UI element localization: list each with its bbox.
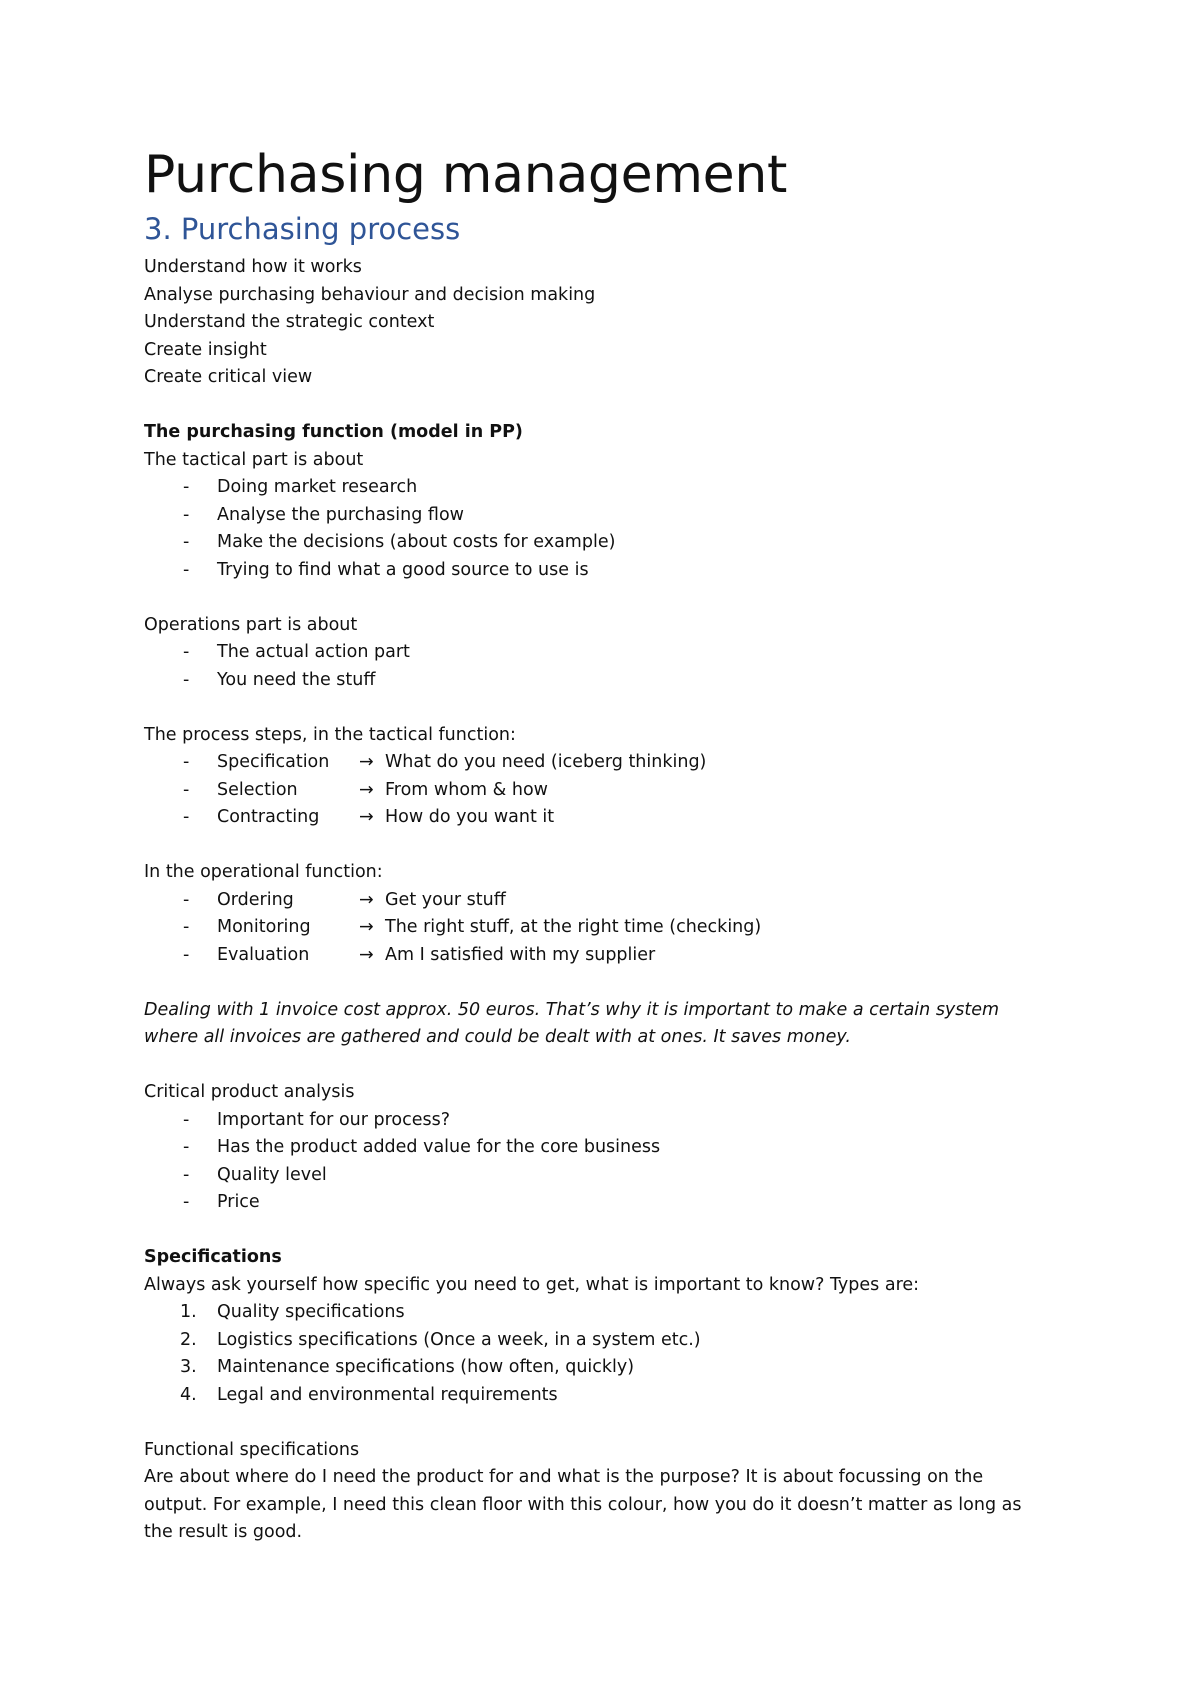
function-heading: The purchasing function (model in PP) [144, 422, 523, 442]
step-name: Contracting [217, 807, 320, 827]
list-item [144, 1382, 1064, 1410]
step-description: Get your stuff [385, 889, 506, 910]
step-name: Evaluation [217, 944, 310, 965]
operational-intro: In the operational function: [144, 862, 383, 882]
specifications-intro: Always ask yourself how specific you need to get, what is important to know? Types are: [144, 1274, 920, 1295]
operations-list [144, 639, 1064, 694]
dash-bullet: - [183, 1109, 190, 1130]
step-item [144, 914, 1064, 942]
step-name: Selection [217, 779, 298, 800]
list-item-text: Has the product added value for the core business [217, 1137, 661, 1157]
list-item [144, 529, 1064, 557]
arrow-right-icon: → [359, 917, 374, 937]
operations-intro: Operations part is about [144, 614, 358, 635]
arrow-right-icon: → [359, 779, 374, 800]
spacer [144, 1052, 1064, 1080]
dash-bullet: - [183, 807, 190, 827]
intro-line: Create insight [144, 339, 267, 360]
section-heading: 3. Purchasing process [144, 212, 461, 246]
critical-heading: Critical product analysis [144, 1082, 355, 1102]
dash-bullet: - [183, 917, 190, 937]
dash-bullet: - [183, 944, 190, 965]
step-description: The right stuff, at the right time (checking) [385, 917, 762, 937]
list-number: 3. [180, 1357, 197, 1377]
step-description: Am I satisfied with my supplier [385, 944, 656, 965]
operational-steps-list [144, 887, 1064, 970]
dash-bullet: - [183, 889, 190, 910]
list-item-text: Legal and environmental requirements [217, 1384, 558, 1405]
dash-bullet: - [183, 752, 190, 772]
intro-list [144, 254, 1064, 392]
step-item [144, 749, 1064, 777]
dash-bullet: - [183, 477, 190, 497]
list-number: 1. [180, 1302, 197, 1322]
list-item [144, 1162, 1064, 1190]
list-number: 4. [180, 1384, 197, 1405]
intro-line: Analyse purchasing behaviour and decision making [144, 284, 596, 305]
list-item-text: Logistics specifications (Once a week, in a system etc.) [217, 1329, 701, 1350]
arrow-right-icon: → [359, 807, 374, 827]
step-name: Ordering [217, 889, 294, 910]
step-name: Specification [217, 752, 330, 772]
specifications-heading: Specifications [144, 1247, 282, 1267]
list-item [144, 1189, 1064, 1217]
tactical-steps-list [144, 749, 1064, 832]
arrow-right-icon: → [359, 944, 374, 965]
tactical-intro: The tactical part is about [144, 449, 364, 470]
list-item-text: Important for our process? [217, 1109, 451, 1130]
list-item-text: Trying to find what a good source to use is [217, 559, 589, 580]
step-item [144, 887, 1064, 915]
spacer [144, 1217, 1064, 1245]
list-item-text: Analyse the purchasing flow [217, 504, 464, 525]
list-item [144, 639, 1064, 667]
dash-bullet: - [183, 642, 190, 662]
document-page [144, 138, 1064, 1547]
arrow-right-icon: → [359, 889, 374, 910]
dash-bullet: - [183, 532, 190, 552]
dash-bullet: - [183, 669, 190, 690]
list-item [144, 557, 1064, 585]
list-item-text: Doing market research [217, 477, 418, 497]
step-description: How do you want it [385, 807, 555, 827]
step-description: What do you need (iceberg thinking) [385, 752, 707, 772]
dash-bullet: - [183, 504, 190, 525]
list-item-text: Maintenance specifications (how often, quickly) [217, 1357, 635, 1377]
functional-text-line: the result is good. [144, 1522, 303, 1542]
dash-bullet: - [183, 1192, 190, 1212]
invoice-note-line: where all invoices are gathered and could be dealt with at ones. It saves money. [144, 1027, 851, 1047]
list-item [144, 474, 1064, 502]
list-item-text: Quality specifications [217, 1302, 405, 1322]
tactical-steps-intro: The process steps, in the tactical function: [144, 724, 516, 745]
list-item [144, 502, 1064, 530]
spacer [144, 832, 1064, 860]
list-item-text: The actual action part [217, 642, 410, 662]
arrow-right-icon: → [359, 752, 374, 772]
spacer [144, 969, 1064, 997]
intro-line: Understand the strategic context [144, 312, 435, 332]
functional-heading: Functional specifications [144, 1439, 360, 1460]
dash-bullet: - [183, 779, 190, 800]
list-number: 2. [180, 1329, 197, 1350]
dash-bullet: - [183, 1164, 190, 1185]
dash-bullet: - [183, 559, 190, 580]
functional-text-line: Are about where do I need the product for and what is the purpose? It is about focussing on the [144, 1467, 984, 1487]
spacer [144, 1409, 1064, 1437]
step-name: Monitoring [217, 917, 311, 937]
step-description: From whom & how [385, 779, 548, 800]
step-item [144, 804, 1064, 832]
spacer [144, 584, 1064, 612]
tactical-list [144, 474, 1064, 584]
list-item-text: Make the decisions (about costs for example) [217, 532, 616, 552]
spacer [144, 694, 1064, 722]
specifications-list [144, 1299, 1064, 1409]
list-item-text: Quality level [217, 1164, 327, 1185]
step-item [144, 942, 1064, 970]
document-title: Purchasing management [144, 145, 788, 205]
dash-bullet: - [183, 1137, 190, 1157]
list-item-text: You need the stuff [217, 669, 376, 690]
list-item [144, 1354, 1064, 1382]
list-item [144, 667, 1064, 695]
critical-list [144, 1107, 1064, 1217]
step-item [144, 777, 1064, 805]
list-item-text: Price [217, 1192, 260, 1212]
list-item [144, 1107, 1064, 1135]
list-item [144, 1327, 1064, 1355]
intro-line: Create critical view [144, 367, 313, 387]
intro-line: Understand how it works [144, 257, 362, 277]
functional-text-line: output. For example, I need this clean floor with this colour, how you do it doesn’t matter as long as [144, 1494, 1022, 1515]
spacer [144, 392, 1064, 420]
list-item [144, 1299, 1064, 1327]
list-item [144, 1134, 1064, 1162]
invoice-note-line: Dealing with 1 invoice cost approx. 50 euros. That’s why it is important to make a certain system [144, 999, 1000, 1020]
